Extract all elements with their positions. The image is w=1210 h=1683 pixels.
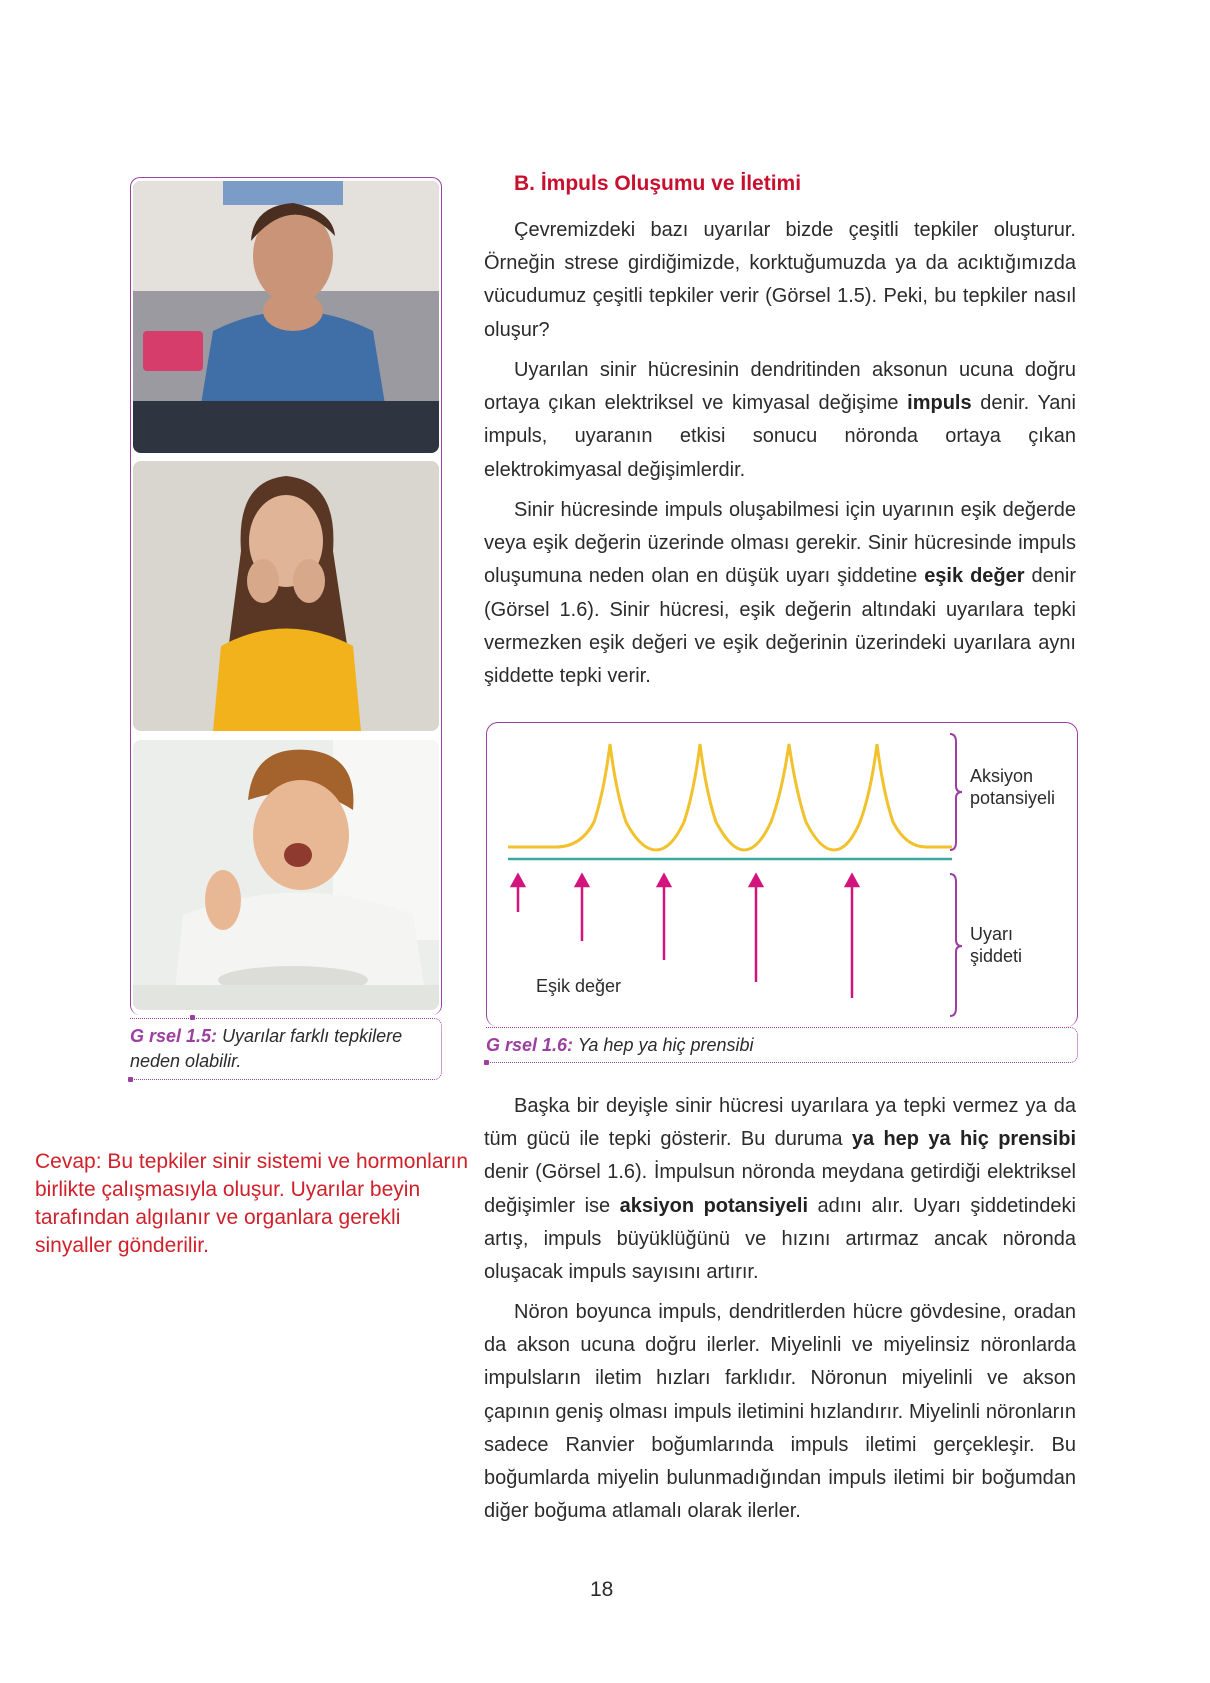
caption-tag: G rsel 1.6:	[486, 1035, 574, 1055]
paragraph-2-text-c: denir. Yani impuls, uyaranın etkisi sonucu nöronda ortaya çıkan elektrokimyasal değişimlerdir.	[484, 392, 1076, 481]
paragraph-3-text-a: Sinir hücresinde impuls oluşabilmesi için uyarının eşik değerde veya eşik değerin üzerinde olması gerekir. Sinir hücresinde impuls oluşumuna neden olan en düşük uyarı şiddetine	[484, 499, 1076, 588]
paragraph-2-text-a: Uyarılan sinir hücresinin dendritinden aksonun ucuna doğru ortaya çıkan elektriksel ve kimyasal değişime	[484, 359, 1076, 415]
caption-dot	[484, 1060, 489, 1065]
figure-1-6-chart	[486, 722, 1078, 1022]
arrow-head	[846, 875, 858, 886]
label-uyari: Uyarı	[970, 924, 1014, 944]
term-aksiyon-potansiyeli: aksiyon potansiyeli	[619, 1194, 809, 1217]
photo-worried-teen-boy	[133, 181, 439, 453]
arrow-head	[512, 875, 524, 886]
brace-stimulus	[950, 874, 962, 1016]
label-potansiyeli: potansiyeli	[970, 788, 1056, 808]
paragraph-4-text-c: denir (Görsel 1.6). İmpulsun nöronda meydana getirdiği elektriksel değişimler ise	[484, 1161, 1076, 1217]
section-title: B. İmpuls Oluşumu ve İletimi	[514, 172, 802, 195]
label-esik-deger: Eşik değer	[536, 976, 622, 996]
caption-text: Uyarılar farklı tepkilere neden olabilir.	[130, 1026, 403, 1071]
paragraph-3	[484, 494, 1076, 693]
paragraph-3-text-c: denir (Görsel 1.6). Sinir hücresi, eşik değerin altındaki uyarılara tepki vermezken eşik değeri ve eşik değerinin üzerindeki uyarılara aynı şiddette tepki verir.	[484, 565, 1076, 688]
paragraph-4-text-e: adını alır. Uyarı şiddetindeki artış, impuls büyüklüğünü ve hızını artırmaz ancak nöronda oluşacak impuls sayısını artırır.	[484, 1194, 1076, 1284]
label-siddeti: şiddeti	[970, 946, 1023, 966]
arrow-head	[576, 875, 588, 886]
paragraph-4-text-a: Başka bir deyişle sinir hücresi uyarılara ya tepki vermez ya da tüm gücü ile tepki gösterir. Bu duruma	[484, 1095, 1076, 1151]
caption-dot	[128, 1077, 133, 1082]
paragraph-5: Nöron boyunca impuls, dendritlerden hücre gövdesine, oradan da akson ucuna doğru ilerler. Miyelinli ve miyelinsiz nöronlarda impulsların iletim hızları farklıdır. Nöronun miyelinli ve akson çapının geniş olması impuls iletimini hızlandırır. Miyelinli nöronların sadece Ranvier boğumlarında impuls iletimi gerçekleşir. Bu boğumlarda miyelin bulunmadığından impuls iletimi bir boğumdan diğer boğuma atlamalı olarak ilerler.	[484, 1301, 1076, 1523]
term-impuls: impuls	[907, 392, 972, 415]
action-potential-curve	[508, 744, 952, 850]
answer-note: Cevap: Bu tepkiler sinir sistemi ve hormonların birlikte çalışmasıyla oluşur. Uyarılar beyin tarafından algılanır ve organlara gerekli sinyaller gönderilir.	[35, 1150, 469, 1257]
term-esik-deger: eşik değer	[924, 565, 1025, 588]
label-aksiyon: Aksiyon	[970, 766, 1034, 786]
figure-1-5-caption	[130, 1018, 442, 1080]
photo-hungry-boy-eating	[133, 740, 439, 1010]
paragraph-1: Çevremizdeki bazı uyarılar bizde çeşitli tepkiler oluşturur. Örneğin strese girdiğimizde, korktuğumuzda ya da acıktığımızda vücudumuz çeşitli tepkiler verir (Görsel 1.5). Peki, bu tepkiler nasıl oluşur?	[484, 219, 1076, 341]
caption-text: Ya hep ya hiç prensibi	[577, 1035, 754, 1055]
brace-action-potential	[950, 734, 962, 850]
page-number: 18	[590, 1578, 614, 1601]
photo-frightened-young-woman	[133, 461, 439, 731]
arrow-head	[750, 875, 762, 886]
paragraph-2	[484, 354, 1076, 487]
paragraph-4	[484, 1090, 1076, 1289]
figure-1-6-caption	[486, 1027, 1078, 1063]
arrow-head	[658, 875, 670, 886]
term-ya-hep-ya-hic: ya hep ya hiç prensibi	[851, 1128, 1077, 1151]
caption-dot	[190, 1015, 195, 1020]
caption-tag: G rsel 1.5:	[130, 1026, 218, 1046]
